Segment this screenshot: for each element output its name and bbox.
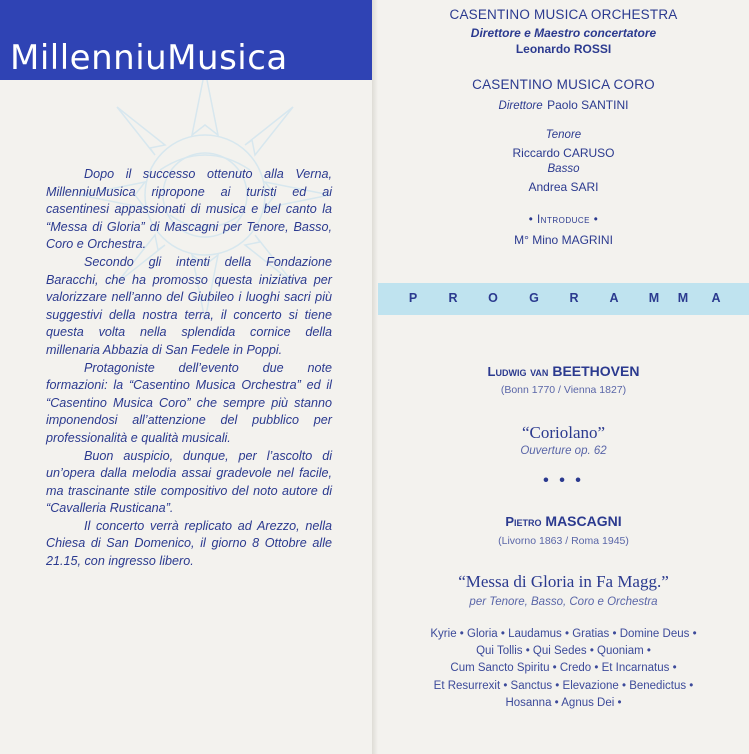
intro-paragraph: Buon auspicio, dunque, per l’ascolto di un’opera dalla melodia assai gradevole nel facile, ma trascinante stile compositivo del noto autore di “Cavalleria Rusticana”. bbox=[46, 448, 332, 516]
soloist-name: Andrea SARI bbox=[528, 180, 599, 194]
programma-letter: A bbox=[711, 291, 721, 305]
composer-life: (Livorno 1863 / Roma 1945) bbox=[498, 535, 629, 547]
programma-letter: R bbox=[569, 291, 579, 305]
choir-role: Direttore bbox=[498, 100, 543, 112]
mass-parts-line: Et Resurrexit • Sanctus • Elevazione • Benedictus • bbox=[433, 679, 694, 692]
programma-letter: P bbox=[408, 291, 418, 305]
introduce-person: M° Mino MAGRINI bbox=[514, 233, 613, 247]
mass-parts-line: Cum Sancto Spiritu • Credo • Et Incarnatus • bbox=[450, 662, 677, 675]
composer-name bbox=[378, 513, 749, 529]
orchestra-name: CASENTINO MUSICA ORCHESTRA bbox=[449, 7, 678, 22]
mass-parts bbox=[378, 626, 749, 712]
programma-letter: A bbox=[609, 291, 619, 305]
composer-first-name: Pietro bbox=[505, 514, 542, 529]
mass-parts-line: Kyrie • Gloria • Laudamus • Gratias • Domine Deus • bbox=[430, 628, 697, 640]
brochure-title: MillenniuMusica bbox=[10, 38, 288, 78]
title-banner bbox=[0, 0, 372, 80]
programma-band bbox=[378, 283, 749, 315]
composer-last-name: BEETHOVEN bbox=[552, 363, 640, 379]
separator-dots: • • • bbox=[543, 472, 584, 489]
soloist-name: Riccardo CARUSO bbox=[512, 146, 615, 160]
orchestra-conductor: Leonardo ROSSI bbox=[515, 42, 612, 56]
intro-paragraph: Secondo gli intenti della Fondazione Baracchi, che ha promosso questa iniziativa per valorizzare nell’anno del Giubileo i luoghi sacri più suggestivi della nostra terra, il concerto si tiene questa volta nella splendida cornice della millenaria Abbazia di San Fedele in Poppi. bbox=[46, 254, 332, 357]
intro-paragraph: Il concerto verrà replicato ad Arezzo, nella Chiesa di San Domenico, il giorno 8 Ottobre alle 21.15, con ingresso libero. bbox=[46, 518, 332, 569]
soloist-voice: Basso bbox=[547, 163, 580, 175]
work-subtitle: per Tenore, Basso, Coro e Orchestra bbox=[469, 596, 658, 608]
choir-director bbox=[378, 96, 749, 114]
mass-parts-line: Hosanna • Agnus Dei • bbox=[505, 696, 622, 709]
soloist-voice: Tenore bbox=[545, 129, 582, 141]
intro-paragraph: Dopo il successo ottenuto alla Verna, MillenniuMusica ripropone ai turisti ed ai casentinesi appassionati di musica e bel canto la “Messa di Gloria” di Mascagni per Tenore, Basso, Coro e Orchestra. bbox=[46, 167, 332, 252]
orchestra-role: Direttore e Maestro concertatore bbox=[470, 26, 657, 40]
work-title: “Messa di Gloria in Fa Magg.” bbox=[458, 572, 669, 591]
choir-conductor: Paolo SANTINI bbox=[547, 98, 629, 112]
programma-letter: M bbox=[677, 291, 689, 305]
choir-name: CASENTINO MUSICA CORO bbox=[472, 77, 655, 92]
composer-name bbox=[378, 363, 749, 379]
left-panel bbox=[0, 0, 372, 754]
intro-paragraph: Protagoniste dell’evento due note formazioni: la “Casentino Musica Orchestra” ed il “Casentino Musica Coro” che sempre più stanno imponendosi all’attenzione del pubblico per professionalità e qualità musicali. bbox=[46, 360, 332, 445]
programma-letter: R bbox=[448, 291, 458, 305]
right-panel bbox=[378, 0, 749, 754]
programma-letter: G bbox=[529, 291, 539, 305]
introduce-label: • Introduce • bbox=[528, 214, 599, 226]
composer-last-name: MASCAGNI bbox=[545, 513, 622, 529]
work-title: “Coriolano” bbox=[521, 423, 606, 442]
programma-letter: M bbox=[648, 291, 660, 305]
intro-text bbox=[46, 166, 332, 571]
programma-letter: O bbox=[488, 291, 498, 305]
work-subtitle: Ouverture op. 62 bbox=[520, 445, 607, 457]
mass-parts-line: Qui Tollis • Qui Sedes • Quoniam • bbox=[476, 645, 651, 658]
composer-first-name: Ludwig van bbox=[487, 364, 549, 379]
composer-life: (Bonn 1770 / Vienna 1827) bbox=[500, 384, 627, 396]
